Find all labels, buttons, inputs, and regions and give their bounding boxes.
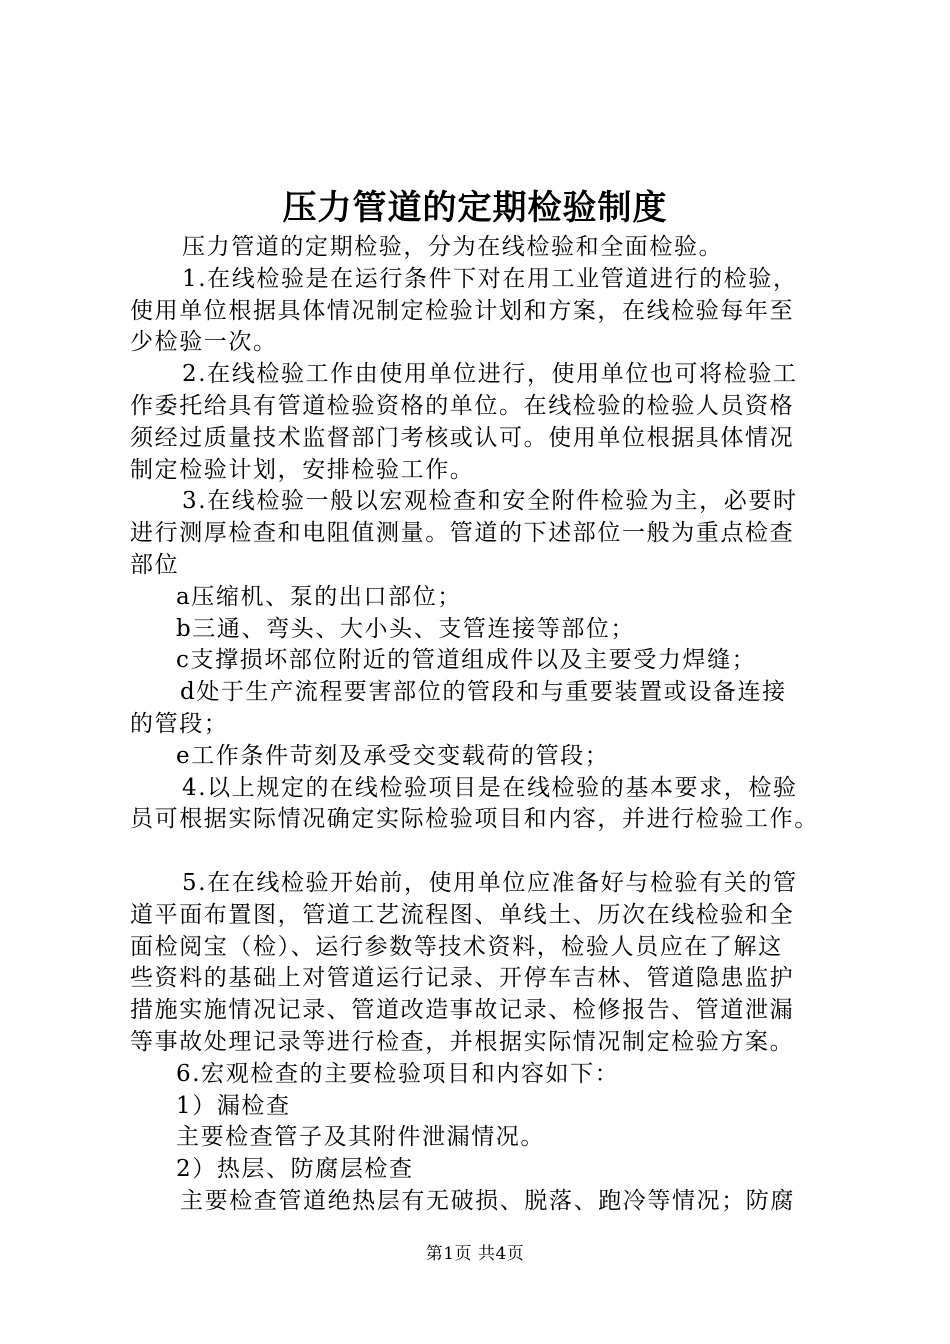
text-line: e工作条件苛刻及承受交变载荷的管段； bbox=[176, 742, 610, 769]
text-line: a压缩机、泵的出口部位； bbox=[176, 583, 462, 610]
paragraph-subitem-a bbox=[130, 582, 830, 614]
text-line: 的管段； bbox=[130, 710, 229, 737]
text-line: 作委托给具有管道检验资格的单位。在线检验的检验人员资格 bbox=[130, 392, 795, 419]
document-title: 压力管道的定期检验制度 bbox=[282, 188, 668, 228]
text-line: b三通、弯头、大小头、支管连接等部位； bbox=[176, 615, 636, 642]
text-line: 措施实施情况记录、管道改造事故记录、检修报告、管道泄漏 bbox=[130, 997, 795, 1024]
text-line: 主要检查管道绝热层有无破损、脱落、跑冷等情况；防腐 bbox=[180, 1187, 795, 1214]
text-line: d处于生产流程要害部位的管段和与重要装置或设备连接 bbox=[180, 679, 787, 706]
paragraph-item-5 bbox=[130, 868, 830, 1059]
text-line: 使用单位根据具体情况制定检验计划和方案，在线检验每年至 bbox=[130, 297, 795, 324]
paragraph-item-2 bbox=[130, 359, 830, 486]
text-line: 等事故处理记录等进行检查，并根据实际情况制定检验方案。 bbox=[130, 1028, 795, 1055]
text-line: 些资料的基础上对管道运行记录、开停车吉林、管道隐患监护 bbox=[130, 965, 795, 992]
text-line: 须经过质量技术监督部门考核或认可。使用单位根据具体情况 bbox=[130, 424, 795, 451]
text-line: 1.在线检验是在运行条件下对在用工业管道进行的检验， bbox=[182, 265, 798, 292]
paragraph-item-6 bbox=[130, 1059, 830, 1091]
paragraph-intro bbox=[130, 232, 830, 264]
document-body bbox=[130, 232, 830, 1218]
paragraph-subheading-2 bbox=[130, 1154, 830, 1186]
paragraph-subitem-c bbox=[130, 645, 830, 677]
paragraph-subitem-2-text bbox=[130, 1186, 830, 1218]
paragraph-subitem-e bbox=[130, 741, 830, 773]
paragraph-subheading-1 bbox=[130, 1091, 830, 1123]
text-line: 压力管道的定期检验，分为在线检验和全面检验。 bbox=[182, 234, 724, 260]
text-line: 少检验一次。 bbox=[130, 329, 278, 356]
text-line: 进行测厚检查和电阻值测量。管道的下述部位一般为重点检查 bbox=[130, 520, 795, 547]
paragraph-subitem-d bbox=[130, 677, 830, 741]
paragraph-item-3 bbox=[130, 486, 830, 581]
text-line: 1）漏检查 bbox=[176, 1092, 291, 1119]
page-footer: 第1页 共4页 bbox=[425, 1244, 525, 1264]
paragraph-subitem-1-text bbox=[130, 1122, 830, 1154]
paragraph-item-1 bbox=[130, 264, 830, 359]
paragraph-item-4 bbox=[130, 773, 830, 837]
text-line: c支撑损坏部位附近的管道组成件以及主要受力焊缝； bbox=[176, 647, 757, 674]
paragraph-subitem-b bbox=[130, 614, 830, 646]
text-line: 4.以上规定的在线检验项目是在线检验的基本要求，检验 bbox=[182, 774, 798, 801]
text-line: 主要检查管子及其附件泄漏情况。 bbox=[176, 1124, 545, 1151]
text-line: 制定检验计划，安排检验工作。 bbox=[130, 456, 475, 483]
text-line: 3.在线检验一般以宏观检查和安全附件检验为主，必要时 bbox=[182, 488, 798, 515]
text-line: 道平面布置图，管道工艺流程图、单线土、历次在线检验和全 bbox=[130, 901, 795, 928]
text-line: 5.在在线检验开始前，使用单位应准备好与检验有关的管 bbox=[182, 869, 798, 896]
text-line: 2.在线检验工作由使用单位进行，使用单位也可将检验工 bbox=[182, 361, 798, 388]
text-line: 员可根据实际情况确定实际检验项目和内容，并进行检验工作。 bbox=[130, 806, 819, 833]
text-line: 2）热层、防腐层检查 bbox=[176, 1156, 414, 1183]
blank-line bbox=[130, 836, 830, 868]
text-line: 面检阅宝（检）、运行参数等技术资料，检验人员应在了解这 bbox=[130, 933, 783, 960]
text-line: 部位 bbox=[130, 551, 180, 578]
text-line: 6.宏观检查的主要检验项目和内容如下： bbox=[176, 1060, 620, 1087]
